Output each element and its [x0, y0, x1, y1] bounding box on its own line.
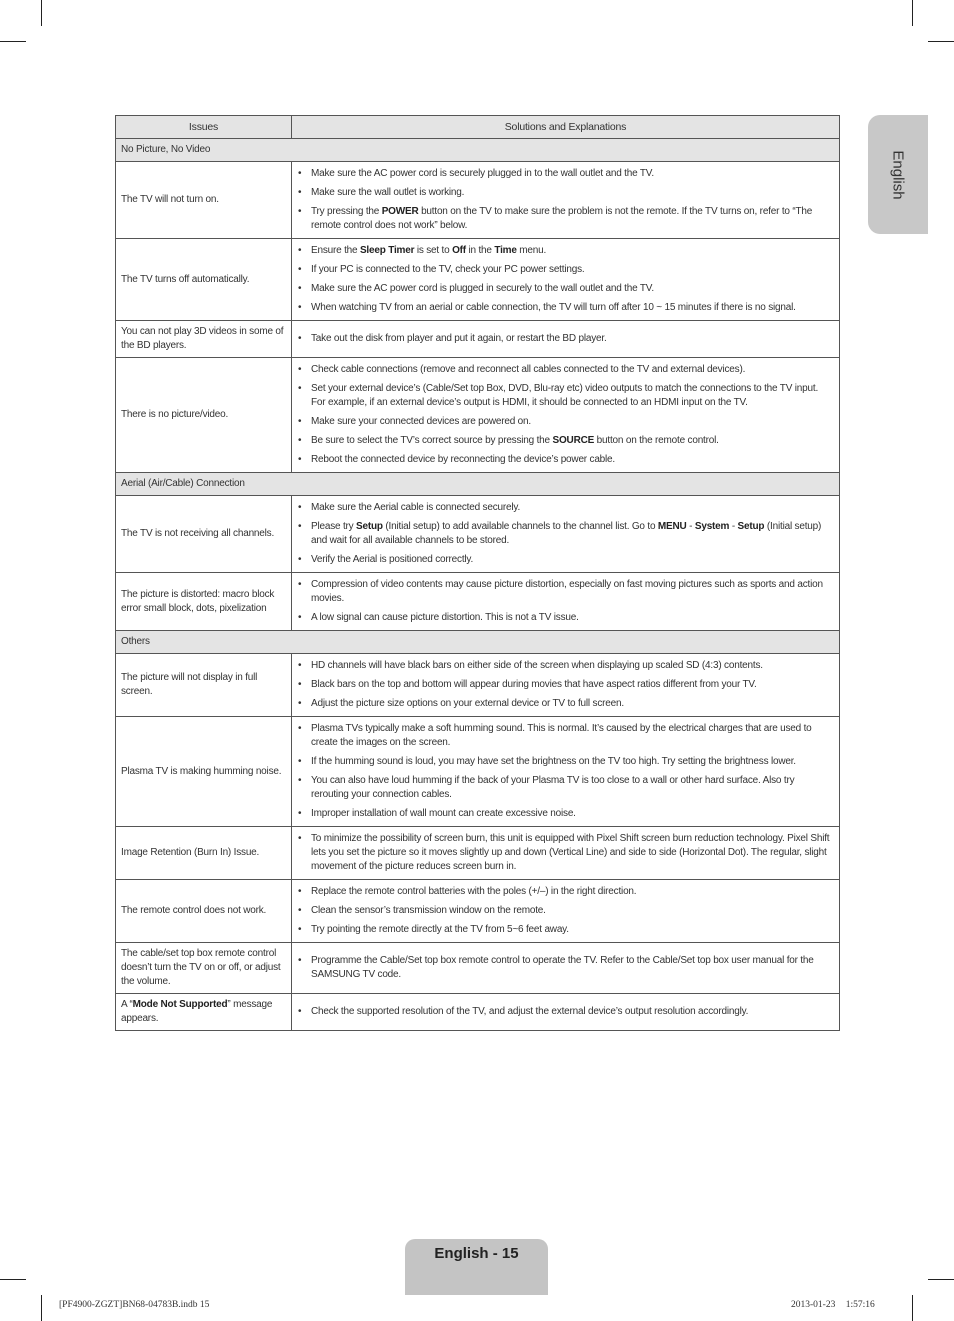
list-item: • When watching TV from an aerial or cable connection, the TV will turn off after 10 ~ 15 minutes if there is no signal. [296, 301, 834, 315]
table-body [116, 139, 840, 1031]
list-item: • Take out the disk from player and put it again, or restart the BD player. [296, 332, 834, 346]
issue-cell: Plasma TV is making humming noise. [116, 717, 292, 827]
list-item: • Make sure the Aerial cable is connected securely. [296, 501, 834, 515]
list-item: • A low signal can cause picture distortion. This is not a TV issue. [296, 611, 834, 625]
solution-list [296, 501, 834, 567]
list-item: • Make sure the wall outlet is working. [296, 186, 834, 200]
table-row [116, 573, 840, 631]
table-row [116, 358, 840, 473]
solution-cell [292, 827, 840, 880]
list-item: • Make sure the AC power cord is securely plugged in to the wall outlet and the TV. [296, 167, 834, 181]
list-item: • Plasma TVs typically make a soft humming sound. This is normal. It’s caused by the electrical charges that are used to create the images on the screen. [296, 722, 834, 750]
crop-mark [928, 41, 954, 42]
crop-mark [0, 41, 26, 42]
solution-list [296, 167, 834, 233]
list-item: • Make sure your connected devices are powered on. [296, 415, 834, 429]
list-item: • Be sure to select the TV’s correct source by pressing the SOURCE button on the remote control. [296, 434, 834, 448]
list-item: • Compression of video contents may cause picture distortion, especially on fast moving pictures such as sports and action movies. [296, 578, 834, 606]
list-item: • Reboot the connected device by reconnecting the device’s power cable. [296, 453, 834, 467]
issue-cell: Image Retention (Burn In) Issue. [116, 827, 292, 880]
solution-list [296, 244, 834, 315]
list-item: • Try pointing the remote directly at the TV from 5~6 feet away. [296, 923, 834, 937]
table-row [116, 717, 840, 827]
list-item: • HD channels will have black bars on either side of the screen when displaying up scaled SD (4:3) contents. [296, 659, 834, 673]
list-item: • Verify the Aerial is positioned correctly. [296, 553, 834, 567]
language-side-tab-label: English [889, 149, 907, 200]
language-side-tab [868, 115, 928, 234]
issue-cell: The remote control does not work. [116, 880, 292, 943]
section-row [116, 473, 840, 496]
solution-cell [292, 162, 840, 239]
solution-cell [292, 717, 840, 827]
solution-cell [292, 994, 840, 1031]
list-item: • Please try Setup (Initial setup) to add available channels to the channel list. Go to MENU - System - Setup (Initial setup) and wait for all available channels to be stored. [296, 520, 834, 548]
list-item: • You can also have loud humming if the back of your Plasma TV is too close to a wall or other hard surface. Also try rerouting your connection cables. [296, 774, 834, 802]
solution-cell [292, 496, 840, 573]
solution-list [296, 578, 834, 625]
table-row [116, 994, 840, 1031]
list-item: • Adjust the picture size options on your external device or TV to full screen. [296, 697, 834, 711]
list-item: • Clean the sensor’s transmission window on the remote. [296, 904, 834, 918]
solution-list [296, 332, 834, 346]
list-item: • Replace the remote control batteries with the poles (+/–) in the right direction. [296, 885, 834, 899]
solution-list [296, 363, 834, 467]
table-row [116, 239, 840, 321]
table-row [116, 654, 840, 717]
solution-cell [292, 573, 840, 631]
page-number: English - 15 [434, 1245, 519, 1262]
solution-cell [292, 880, 840, 943]
table-row [116, 496, 840, 573]
crop-mark [912, 1295, 913, 1321]
solution-cell [292, 239, 840, 321]
section-title: No Picture, No Video [116, 139, 840, 162]
solution-cell [292, 321, 840, 358]
issue-cell: The picture will not display in full screen. [116, 654, 292, 717]
issue-cell: The TV turns off automatically. [116, 239, 292, 321]
print-timestamp: 2013-01-23 1:57:16 [791, 1300, 875, 1310]
page-number-box [405, 1239, 548, 1295]
list-item: • If your PC is connected to the TV, check your PC power settings. [296, 263, 834, 277]
section-row [116, 631, 840, 654]
solutions-column-header: Solutions and Explanations [292, 116, 840, 139]
solution-cell [292, 654, 840, 717]
crop-mark [0, 1279, 26, 1280]
list-item: • Check the supported resolution of the TV, and adjust the external device’s output resolution accordingly. [296, 1005, 834, 1019]
issue-cell: The cable/set top box remote control doesn’t turn the TV on or off, or adjust the volume. [116, 943, 292, 994]
table-row [116, 321, 840, 358]
list-item: • Black bars on the top and bottom will appear during movies that have aspect ratios different from your TV. [296, 678, 834, 692]
section-row [116, 139, 840, 162]
issues-column-header: Issues [116, 116, 292, 139]
file-slug: [PF4900-ZGZT]BN68-04783B.indb 15 [59, 1300, 210, 1310]
list-item: • To minimize the possibility of screen burn, this unit is equipped with Pixel Shift screen burn reduction technology. Pixel Shift lets you set the picture so it moves slightly up and down (Vertical Line) and side to side (Horizontal Dot). The regular, slight movement of the picture reduces screen burn in. [296, 832, 834, 874]
issue-cell: A “Mode Not Supported” message appears. [116, 994, 292, 1031]
table-header-row [116, 116, 840, 139]
issue-cell: The TV will not turn on. [116, 162, 292, 239]
issue-cell: You can not play 3D videos in some of the BD players. [116, 321, 292, 358]
crop-mark [41, 0, 42, 26]
list-item: • Improper installation of wall mount can create excessive noise. [296, 807, 834, 821]
solution-list [296, 885, 834, 937]
solution-list [296, 1005, 834, 1019]
solution-list [296, 954, 834, 982]
table-row [116, 162, 840, 239]
crop-mark [912, 0, 913, 26]
issue-cell: There is no picture/video. [116, 358, 292, 473]
crop-mark [41, 1295, 42, 1321]
list-item: • If the humming sound is loud, you may have set the brightness on the TV too high. Try setting the brightness lower. [296, 755, 834, 769]
list-item: • Programme the Cable/Set top box remote control to operate the TV. Refer to the Cable/Set top box user manual for the SAMSUNG TV code. [296, 954, 834, 982]
section-title: Aerial (Air/Cable) Connection [116, 473, 840, 496]
solution-list [296, 722, 834, 821]
table-row [116, 827, 840, 880]
solution-cell [292, 358, 840, 473]
crop-mark [928, 1279, 954, 1280]
troubleshooting-table [115, 115, 840, 1031]
issue-cell: The TV is not receiving all channels. [116, 496, 292, 573]
list-item: • Make sure the AC power cord is plugged in securely to the wall outlet and the TV. [296, 282, 834, 296]
table-row [116, 880, 840, 943]
list-item: • Check cable connections (remove and reconnect all cables connected to the TV and external devices). [296, 363, 834, 377]
section-title: Others [116, 631, 840, 654]
solution-list [296, 659, 834, 711]
list-item: • Ensure the Sleep Timer is set to Off in the Time menu. [296, 244, 834, 258]
solution-cell [292, 943, 840, 994]
table-row [116, 943, 840, 994]
list-item: • Try pressing the POWER button on the TV to make sure the problem is not the remote. If the TV turns on, refer to “The remote control does not work” below. [296, 205, 834, 233]
solution-list [296, 832, 834, 874]
list-item: • Set your external device’s (Cable/Set top Box, DVD, Blu-ray etc) video outputs to match the connections to the TV input. For example, if an external device’s output is HDMI, it should be connected to an HDMI input on the TV. [296, 382, 834, 410]
issue-cell: The picture is distorted: macro block error small block, dots, pixelization [116, 573, 292, 631]
